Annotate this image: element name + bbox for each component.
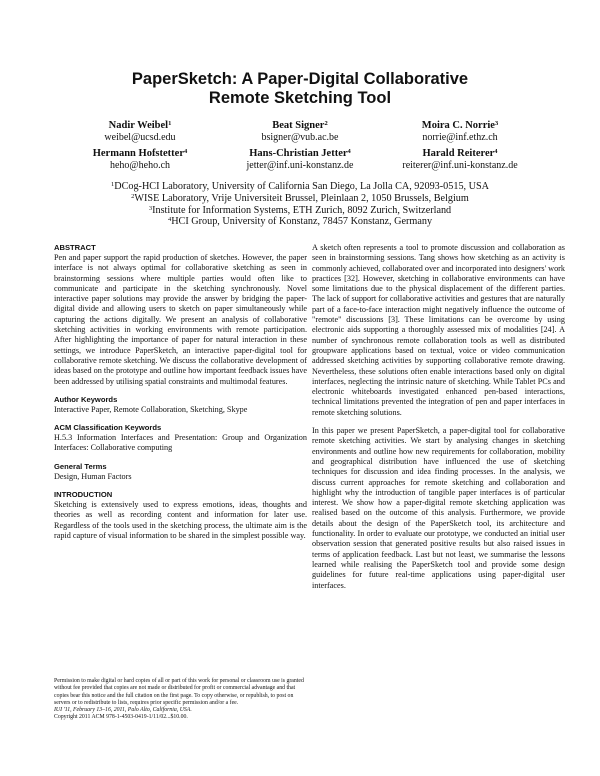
author-jetter	[220, 148, 380, 172]
copyright-footnote	[54, 678, 307, 722]
author-name: Hans-Christian Jetter	[249, 147, 348, 159]
body-paragraph-1: A sketch often represents a tool to promote discussion and collaboration as seen in brainstorming sessions. Tang shows how sketching as an activity is commonly achieved, collaborated over and incorporated into designers' work practices [32]. However, sketching in collaborative environments can have some limitations due to the physical displacement of the different parties. The lack of support for collaborative activities and gestures that are naturally part of a face-to-face interaction might negatively influence the outcome of "remote" discussions [3]. These limitations can be overcome by using electronic aids supporting a thoroughly assessed mix of modalities [24]. A number of synchronous remote collaboration tools as well as distributed groupware applications based on textual, voice or video communication addressed sketching activities by supporting collaborative remote drawing. Nevertheless, these solutions often enable interactions based only on digital interfaces, neglecting the intrinsic nature of sketching. While Tablet PCs and electronic whiteboards investigated enhanced pen-based interactions, technical limitations prevented the integration of pen and paper interfaces in remote sketching solutions.	[312, 243, 565, 417]
affiliation-mark: 3	[148, 204, 153, 212]
author-name: Harald Reiterer	[422, 147, 495, 159]
copyright-line: Copyright 2011 ACM 978-1-4503-0419-1/11/02...$10.00.	[54, 714, 188, 721]
affiliation-text: DCog-HCI Laboratory, University of California San Diego, La Jolla CA, 92093-0515, USA	[114, 181, 490, 192]
affiliation-line	[40, 193, 560, 205]
general-terms-heading: General Terms	[54, 461, 107, 471]
title-line-2: Remote Sketching Tool	[208, 89, 392, 107]
author-signer	[220, 120, 380, 144]
author-reiterer	[380, 148, 540, 172]
abstract-heading: ABSTRACT	[54, 243, 96, 252]
affiliation-line	[40, 205, 560, 217]
affiliation-mark: 2	[131, 192, 135, 200]
body-paragraph-2: In this paper we present PaperSketch, a paper-digital tool for collaborative remote sketching activities. We start by analysing changes in sketching environments and outline how new requirements for collaboration, mobility and geographical distribution have influenced the use of sketching techniques for discussion and idea finding processes. In the analysis, we discuss current approaches for remote sketching and collaboration and highlight why the introduction of tangible paper interfaces is of particular interest. We show how a paper-digital remote sketching application was realised based on the outcome of this analysis. Furthermore, we provide details about the design of the PaperSketch tool, its architecture and functionality. In order to evaluate our prototype, we conducted an initial user observation session that generated positive results but also raised issues in terms of application feedback. Last but not least, we summarise the lessons learned while realising the PaperSketch tool and provide some design guidelines for future real-time applications using paper-digital user interfaces.	[312, 426, 565, 590]
author-name: Moira C. Norrie	[421, 120, 495, 131]
general-terms-text: Design, Human Factors	[54, 471, 132, 481]
affiliation-text: WISE Laboratory, Vrije Universiteit Brussel, Pleinlaan 2, 1050 Brussels, Belgium	[134, 192, 469, 204]
left-column	[54, 243, 307, 541]
author-affil-mark: 1	[168, 120, 172, 127]
author-email: weibel@ucsd.edu	[104, 132, 176, 143]
acm-classification-text: H.5.3 Information Interfaces and Presentation: Group and Organization Interfaces: Collaborative computing	[54, 433, 307, 453]
author-block	[60, 120, 540, 175]
author-affil-mark: 2	[324, 120, 328, 127]
author-weibel	[60, 120, 220, 144]
author-row-2	[60, 148, 540, 172]
paper-title	[0, 70, 600, 108]
affiliation-line	[40, 181, 560, 193]
author-email: reiterer@inf.uni-konstanz.de	[402, 159, 518, 171]
author-keywords-text: Interactive Paper, Remote Collaboration, Sketching, Skype	[54, 404, 248, 414]
abstract-text: Pen and paper support the rapid production of sketches. However, the paper interface is not always optimal for collaborative sketching as seen in brainstorming sessions where multiple parties would often like to communicate and participate in the sketching synchronously. Novel interactive paper solutions may provide the answer by bridging the paper-digital divide and allowing users to sketch on paper simultaneously while capturing the actions digitally. We present an analysis of collaborative sketching activities in working environments with remote participation. After highlighting the importance of paper for natural interaction in these settings, we introduce PaperSketch, an interactive paper-digital tool for collaborative remote sketching. We discuss the collaborative development of ideas based on the prototype and outline how important feedback issues have been addressed by utilising spatial constraints and multimodal features.	[54, 253, 307, 386]
affiliation-mark: 1	[110, 181, 115, 188]
author-name: Hermann Hofstetter	[92, 147, 184, 159]
author-row-1	[60, 120, 540, 144]
affiliation-text: Institute for Information Systems, ETH Zurich, 8092 Zurich, Switzerland	[152, 204, 452, 216]
affiliation-line	[40, 216, 560, 228]
author-email: bsigner@vub.ac.be	[261, 132, 339, 143]
author-email: norrie@inf.ethz.ch	[422, 132, 498, 143]
right-column	[312, 243, 565, 591]
author-name: Beat Signer	[272, 120, 325, 131]
permission-notice: Permission to make digital or hard copies of all or part of this work for personal or classroom use is granted without fee provided that copies are not made or distributed for profit or commercial advantage and that copies bear this notice and the full citation on the first page. To copy otherwise, or republish, to post on servers or to redistribute to lists, requires prior specific permission and/or a fee.	[54, 678, 304, 706]
author-affil-mark: 4	[494, 147, 498, 155]
author-affil-mark: 3	[494, 120, 499, 127]
acm-classification-heading: ACM Classification Keywords	[54, 423, 162, 433]
author-keywords-heading: Author Keywords	[54, 394, 118, 404]
author-affil-mark: 4	[184, 147, 188, 155]
affiliation-text: HCI Group, University of Konstanz, 78457 Konstanz, Germany	[171, 216, 433, 228]
venue-line: IUI '11, February 13–16, 2011, Palo Alto, California, USA.	[54, 707, 192, 714]
affiliation-mark: 4	[167, 216, 172, 224]
author-norrie	[380, 120, 540, 144]
author-name: Nadir Weibel	[108, 120, 169, 131]
author-hofstetter	[60, 148, 220, 172]
author-email: heho@heho.ch	[109, 159, 171, 171]
affiliations	[40, 181, 560, 228]
introduction-text: Sketching is extensively used to express emotions, ideas, thoughts and theories as well as recording content and information for later use. Regardless of the tools used in the sketching process, the ultimate aim is the rapid capture of visual information to be shared in the simplest possible way.	[54, 500, 307, 540]
introduction-heading: INTRODUCTION	[54, 490, 113, 500]
title-line-1: PaperSketch: A Paper-Digital Collaborative	[131, 70, 469, 88]
author-affil-mark: 4	[347, 147, 351, 155]
author-email: jetter@inf.uni-konstanz.de	[246, 159, 354, 171]
